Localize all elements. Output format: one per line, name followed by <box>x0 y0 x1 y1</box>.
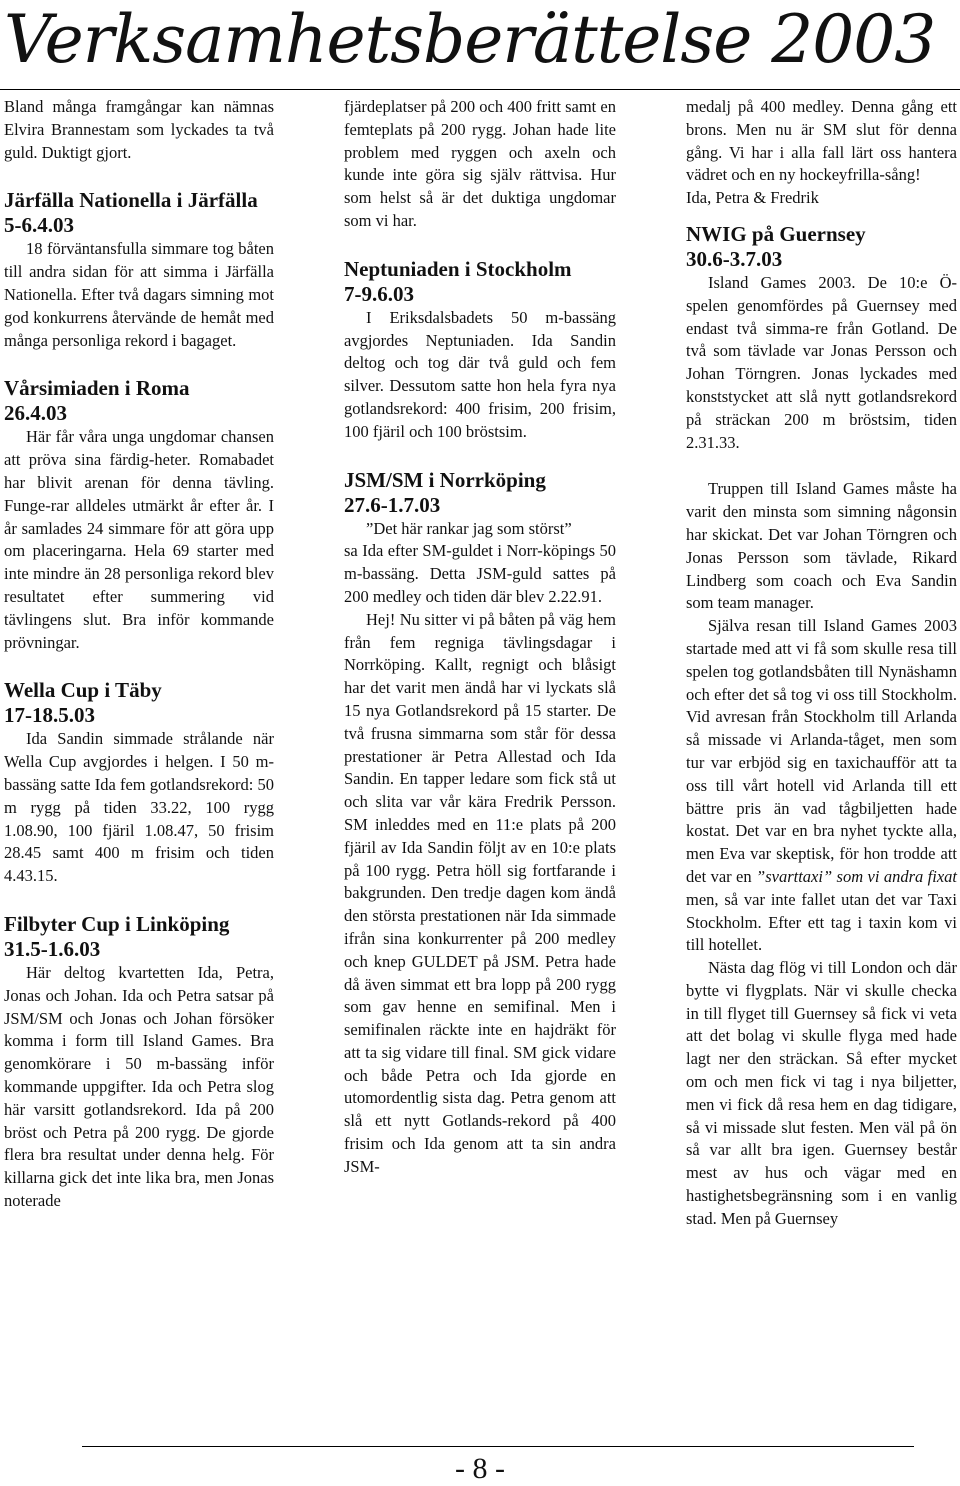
heading-roma-date: 26.4.03 <box>4 401 67 426</box>
heading-filbyter: Filbyter Cup i Linköping <box>4 911 230 936</box>
page-number: - 8 - <box>455 1452 505 1485</box>
heading-neptuniaden: Neptuniaden i Stockholm <box>344 256 572 281</box>
signature: Ida, Petra & Fredrik <box>686 188 819 208</box>
heading-nwig-date: 30.6-3.7.03 <box>686 246 783 271</box>
paragraph-truppen: Truppen till Island Games måste ha varit den minsta som simning någonsin har skickat. Det var Johan Törngren och Jonas Persson som tävlade, Rikard Lindberg som coach och Eva Sandin som team manager. <box>686 479 957 613</box>
paragraph-continued: medalj på 400 medley. Denna gång ett brons. Men nu är SM slut för denna gång. Vi har i alla fall lärt oss hantera vädret och en ny hockeyfrilla-sång! <box>686 97 957 185</box>
column-2 <box>344 96 616 1179</box>
column-1 <box>4 96 274 1213</box>
header-rule <box>0 89 960 90</box>
page-title: Verksamhetsberättelse 2003 <box>4 1 936 78</box>
paragraph-continued: fjärdeplatser på 200 och 400 fritt samt en femteplats på 200 rygg. Johan hade lite problem med ryggen och axeln och kunde inte göra sig själv rättvisa. Hur som helst så är det duktiga ungdomar som vi har. <box>344 97 616 230</box>
heading-filbyter-date: 31.5-1.6.03 <box>4 936 101 961</box>
paragraph-neptuniaden: I Eriksdalsbadets 50 m-bassäng avgjordes Neptuniaden. Ida Sandin deltog och tog där två guld och fem silver. Dessutom satte hon hela fyra nya gotlandsrekord: 400 frisim, 200 frisim, 100 fjäril och 100 bröstsim. <box>344 307 616 441</box>
paragraph-resan <box>686 615 957 957</box>
paragraph-nwig: Island Games 2003. De 10:e Ö-spelen genomfördes på Guernsey med endast två simma-re från Gotland. De två som tävlade var Jonas Persson och Johan Törngren. Jonas lyckades med konststycket att slå nytt gotlandsrekord på sträckan 200 m bröstsim, tiden 2.31.33. <box>686 272 957 452</box>
heading-wella-date: 17-18.5.03 <box>4 703 95 728</box>
heading-nwig: NWIG på Guernsey <box>686 221 866 246</box>
heading-jsm-sm-date: 27.6-1.7.03 <box>344 492 441 517</box>
paragraph-filbyter: Här deltog kvartetten Ida, Petra, Jonas och Johan. Ida och Petra satsar på JSM/SM och Jonas och Johan försöker komma i form till Island Games. Bra genomkörare i 50 m-bassäng inför kommande uppgifter. Ida och Petra slog här varsitt gotlandsrekord. Ida på 200 bröst och Petra på 200 rygg. De gjorde flera bra resultat under denna helg. För killarna gick det inte lika bra, men Jonas noterade <box>4 962 274 1210</box>
heading-jarfalla: Järfälla Nationella i Järfälla 5-6.4.03 <box>4 188 258 238</box>
heading-roma: Vårsimiaden i Roma <box>4 376 190 401</box>
paragraph-intro: Bland många framgångar kan nämnas Elvira Brannestam som lyckades ta två guld. Duktigt gjort. <box>4 97 274 162</box>
paragraph-nasta-dag: Nästa dag flög vi till London och där bytte vi flygplats. När vi skulle checka in till flyget till Guernsey så fick vi veta att det bolag vi skulle flyga med hade lagt ner den sträckan. Så efter mycket om och men fick vi tag i nya biljetter, men vi fick då resa hem en dag tidigare, så vi missade slut festen. Men väl på ön så var allt bra igen. Guernsey består mest av hus och vägar med en hastighetsbegränsning som i en vanlig stad. Men på Guernsey <box>686 958 957 1228</box>
paragraph-roma: Här får våra unga ungdomar chansen att pröva sina färdig-heter. Romabadet har blivit arenan för denna tävling. Funge-rar alldeles utmärkt år efter år. I år samlades 24 simmare för att göra upp om placeringarna. Hela 69 starter med inte mindre än 28 personliga rekord blev resultatet efter summering vid tävlingens slut. Bra inför kommande prövningar. <box>4 427 274 652</box>
footer-rule <box>82 1446 914 1447</box>
paragraph-jsm-1: sa Ida efter SM-guldet i Norr-köpings 50 m-bassäng. Detta JSM-guld sattes på 200 medley och tiden där blev 2.22.91. <box>344 541 616 606</box>
column-3 <box>686 96 957 1231</box>
quote-jsm: ”Det här rankar jag som störst” <box>366 518 572 538</box>
paragraph-jsm-2: Hej! Nu sitter vi på båten på väg hem från fem regniga tävlingsdagar i Norrköping. Kallt, regnigt och blåsigt har det varit men ändå har vi lyckats slå 15 nya Gotlandsrekord på 15 starter. De två frusna simmarna som står för dessa prestationer är Petra Allestad och Ida Sandin. En tapper ledare som fick stå ut och slita var vår kära Fredrik Persson. SM inleddes med en 11:e plats på 200 fjäril av Ida Sandin följt av en 10:e plats på 100 rygg. Petra höll sig fortfarande i bakgrunden. Den tredje dagen kom ändå den största prestationen när Ida simmade ifrån sina konkurrenter på 200 medley och knep GULDET på JSM. Petra hade då även simmat ett bra lopp på 200 rygg som gav henne en semifinal. Men i semifinalen räckte inte en hajdräkt för att ta sig vidare till final. SM gick vidare och både Petra och Ida gjorde en utomordentlig sista dag. Petra genom att slå ett nytt Gotlands-rekord på 400 frisim och Ida genom att ta sin andra JSM- <box>344 609 616 1176</box>
heading-wella: Wella Cup i Täby <box>4 678 162 703</box>
paragraph-wella: Ida Sandin simmade strålande när Wella Cup avgjordes i helgen. I 50 m-bassäng satte Ida fem gotlandsrekord: 50 m rygg på tiden 33.22, 100 rygg 1.08.90, 100 fjäril 1.08.47, 50 frisim 28.45 samt 400 m frisim och tiden 4.43.15. <box>4 729 274 886</box>
heading-neptuniaden-date: 7-9.6.03 <box>344 281 414 306</box>
paragraph-jarfalla: 18 förväntansfulla simmare tog båten till andra sidan för att simma i Järfälla Nationella. Efter två dagars simning mot god konkurrens återvände de hemåt med många personliga rekord i bagaget. <box>4 239 274 350</box>
heading-jsm-sm: JSM/SM i Norrköping <box>344 467 546 492</box>
quote-svarttaxi: ”svarttaxi” som vi andra fixat <box>756 866 957 886</box>
paragraph-resan-text: Själva resan till Island Games 2003 startade med att vi få som skulle resa till spelen tog gotlandsbåten till Nynäshamn och efter det så tog vi oss till Stockholm. Vid avresan från Stockholm till Arlanda så missade vi Arlanda-tåget, men som tur var erbjöd sig en taxichaufför att ta oss till vårt hotell vid Arlanda till ett bättre pris än vad tågbiljetten hade kostat. Det var en bra nyhet tyckte alla, men Eva var skeptisk, för hon trodde att det var en <box>686 616 957 886</box>
paragraph-resan-text-end: men, så var inte fallet utan det var Taxi Stockholm. Efter ett tag i taxin kom vi till hotellet. <box>686 889 957 955</box>
